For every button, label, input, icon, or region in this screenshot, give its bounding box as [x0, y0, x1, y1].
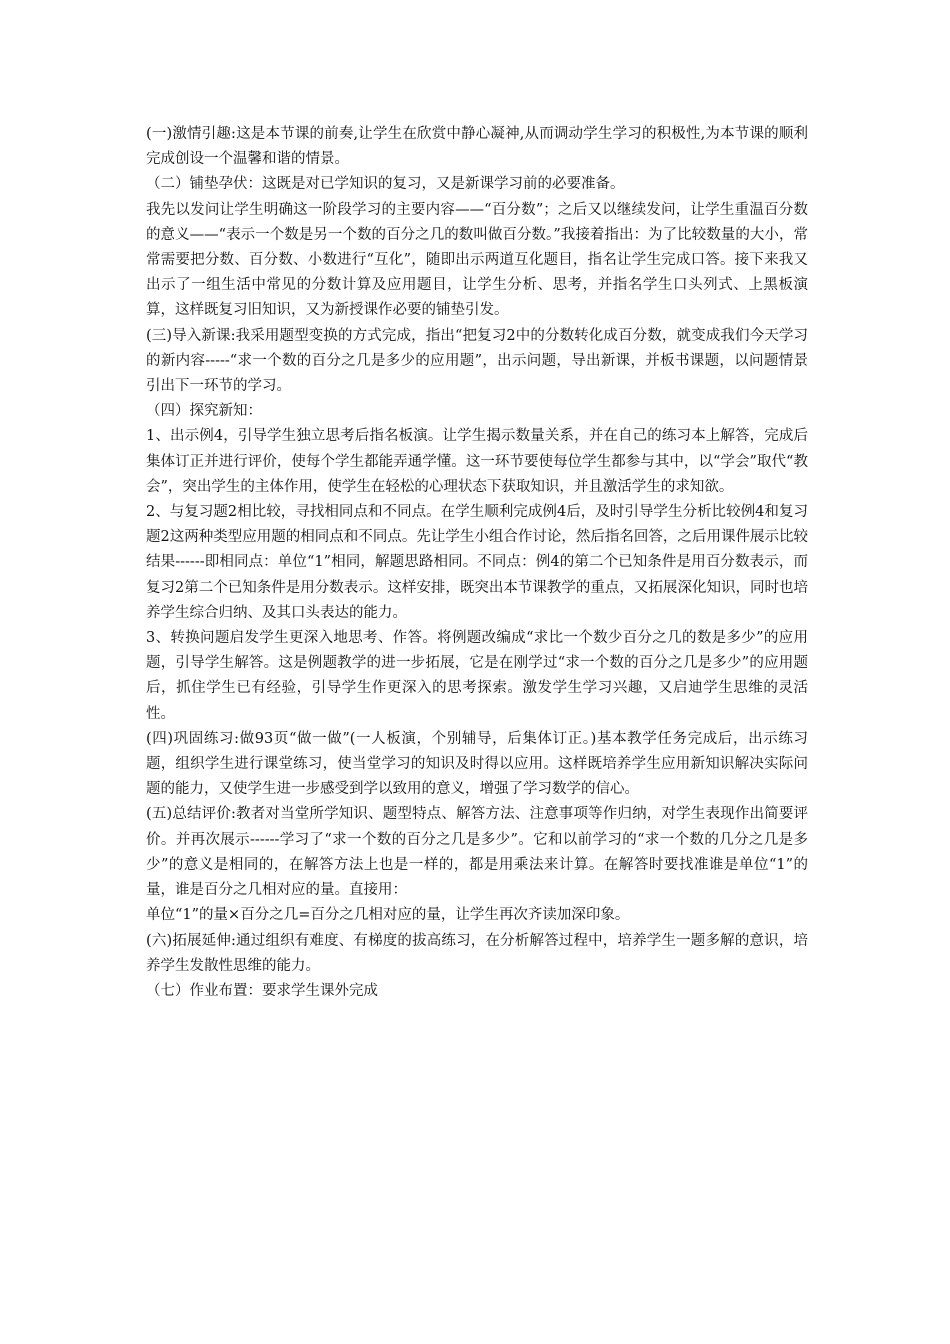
paragraph-practice: (四)巩固练习:做93页“做一做”(一人板演，个别辅导，后集体订正。)基本教学任务完成后，出示练习题，组织学生进行课堂练习，使当堂学习的知识及时得以应用。这样既培养学生应用新知识解决实际问题的能力，又使学生进一步感受到学以致用的意义，增强了学习数学的信心。 [146, 730, 808, 798]
paragraph-formula: 单位“1”的量×百分之几=百分之几相对应的量，让学生再次齐读加深印象。 [146, 907, 630, 924]
paragraph-homework: （七）作业布置：要求学生课外完成 [146, 982, 378, 999]
paragraph-summary: (五)总结评价:教者对当堂所学知识、题型特点、解答方法、注意事项等作归纳，对学生表现作出简要评价。并再次展示------学习了“求一个数的百分之几是多少”。它和以前学习的“求一个数的几分之几是多少”的意义是相同的，在解答方法上也是一样的，都是用乘法来计算。在解答时要找准谁是单位“1”的量，谁是百分之几相对应的量。直接用： [146, 806, 808, 899]
paragraph-extension: (六)拓展延伸:通过组织有难度、有梯度的拔高练习，在分析解答过程中，培养学生一题多解的意识，培养学生发散性思维的能力。 [146, 932, 808, 974]
paragraph-explore-step-2: 2、与复习题2相比较，寻找相同点和不同点。在学生顺利完成例4后，及时引导学生分析比较例4和复习题2这两种类型应用题的相同点和不同点。先让学生小组合作讨论，然后指名回答，之后用课件展示比较结果------即相同点：单位“1”相同，解题思路相同。不同点：例4的第二个已知条件是用百分数表示，而复习2第二个已知条件是用分数表示。这样安排，既突出本节课教学的重点，又拓展深化知识，同时也培养学生综合归纳、及其口头表达的能力。 [146, 504, 808, 621]
paragraph-preparation-heading: （二）铺垫孕伏：这既是对已学知识的复习，又是新课学习前的必要准备。 [146, 176, 625, 193]
document-body [146, 122, 808, 1004]
paragraph-explore-step-3: 3、转换问题启发学生更深入地思考、作答。将例题改编成“求比一个数少百分之几的数是多少”的应用题，引导学生解答。这是例题教学的进一步拓展，它是在刚学过“求一个数的百分之几是多少”的应用题后，抓住学生已有经验，引导学生作更深入的思考探索。激发学生学习兴趣，又启迪学生思维的灵活性。 [146, 630, 808, 722]
paragraph-intro-interest: (一)激情引趣:这是本节课的前奏,让学生在欣赏中静心凝神,从而调动学生学习的积极性,为本节课的顺利完成创设一个温馨和谐的情景。 [146, 126, 808, 168]
paragraph-review-questions: 我先以发问让学生明确这一阶段学习的主要内容——“百分数”；之后又以继续发问，让学生重温百分数的意义——“表示一个数是另一个数的百分之几的数叫做百分数。”我接着指出：为了比较数量的大小，常常需要把分数、百分数、小数进行“互化”，随即出示两道互化题目，指名让学生完成口答。接下来我又出示了一组生活中常见的分数计算及应用题目，让学生分析、思考，并指名学生口头列式、上黑板演算，这样既复习旧知识，又为新授课作必要的铺垫引发。 [146, 201, 808, 319]
paragraph-explore-heading: （四）探究新知： [146, 403, 262, 420]
paragraph-new-lesson: (三)导入新课:我采用题型变换的方式完成，指出“把复习2中的分数转化成百分数，就变成我们今天学习的新内容-----“求一个数的百分之几是多少的应用题”，出示问题，导出新课，并板书课题，以问题情景引出下一环节的学习。 [146, 327, 808, 395]
paragraph-explore-step-1: 1、出示例4，引导学生独立思考后指名板演。让学生揭示数量关系，并在自己的练习本上解答，完成后集体订正并进行评价，使每个学生都能弄通学懂。这一环节要使每位学生都参与其中，以“学会”取代“教会”，突出学生的主体作用，使学生在轻松的心理状态下获取知识，并且激活学生的求知欲。 [146, 428, 808, 495]
